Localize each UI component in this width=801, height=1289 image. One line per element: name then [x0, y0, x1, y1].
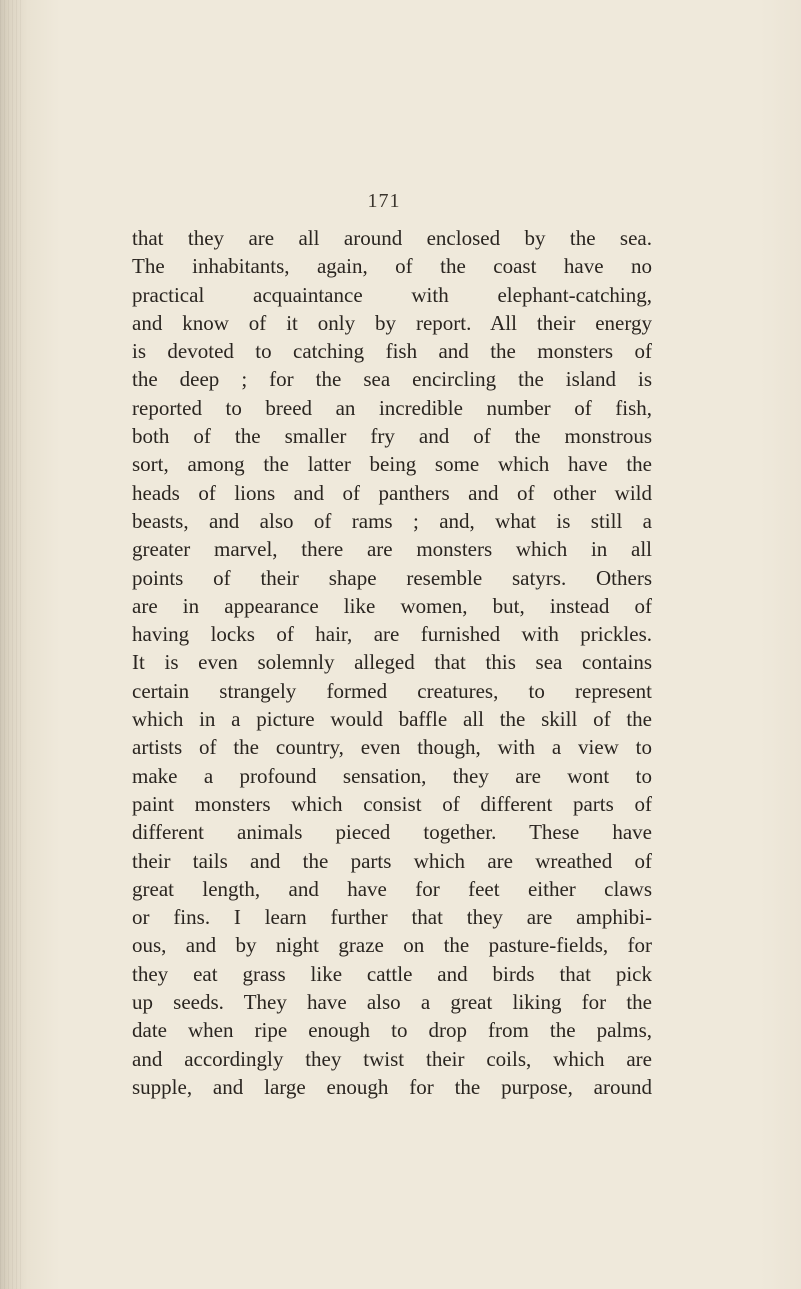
text-line: sort, among the latter being some which have the — [132, 452, 652, 477]
text-line: artists of the country, even though, with a view to — [132, 735, 652, 760]
text-line: the deep ; for the sea encircling the island is — [132, 367, 652, 392]
text-line: supple, and large enough for the purpose, around — [132, 1074, 652, 1099]
text-line: practical acquaintance with elephant-catching, — [132, 282, 652, 307]
page-number: 171 — [367, 190, 401, 212]
body-text — [132, 224, 652, 1101]
text-line: they eat grass like cattle and birds that pick — [132, 961, 652, 986]
text-line: ous, and by night graze on the pasture-fields, for — [132, 933, 652, 958]
text-line: up seeds. They have also a great liking for the — [132, 990, 652, 1015]
text-line: are in appearance like women, but, instead of — [132, 593, 652, 618]
text-line: is devoted to catching fish and the monsters of — [132, 339, 652, 364]
text-line: that they are all around enclosed by the sea. — [132, 226, 652, 250]
text-line: reported to breed an incredible number of fish, — [132, 395, 652, 420]
text-line: or fins. I learn further that they are amphibi- — [132, 905, 652, 930]
page-gutter — [0, 0, 22, 1289]
text-line: which in a picture would baffle all the skill of the — [132, 707, 652, 732]
text-line: great length, and have for feet either claws — [132, 876, 652, 901]
text-line: and know of it only by report. All their energy — [132, 310, 652, 335]
text-line: heads of lions and of panthers and of other wild — [132, 480, 652, 505]
text-line: their tails and the parts which are wreathed of — [132, 848, 652, 873]
text-line: having locks of hair, are furnished with prickles. — [132, 622, 652, 647]
text-line: certain strangely formed creatures, to represent — [132, 678, 652, 703]
text-line: different animals pieced together. These have — [132, 820, 652, 845]
text-line: date when ripe enough to drop from the palms, — [132, 1018, 652, 1043]
text-line: beasts, and also of rams ; and, what is still a — [132, 508, 652, 533]
text-line: greater marvel, there are monsters which in all — [132, 537, 652, 562]
text-line: It is even solemnly alleged that this sea contains — [132, 650, 652, 675]
text-line: and accordingly they twist their coils, which are — [132, 1046, 652, 1071]
text-line: The inhabitants, again, of the coast have no — [132, 254, 652, 279]
text-line: make a profound sensation, they are wont to — [132, 763, 652, 788]
text-line: paint monsters which consist of different parts of — [132, 791, 652, 816]
text-line: both of the smaller fry and of the monstrous — [132, 424, 652, 449]
text-line: points of their shape resemble satyrs. Others — [132, 565, 652, 590]
